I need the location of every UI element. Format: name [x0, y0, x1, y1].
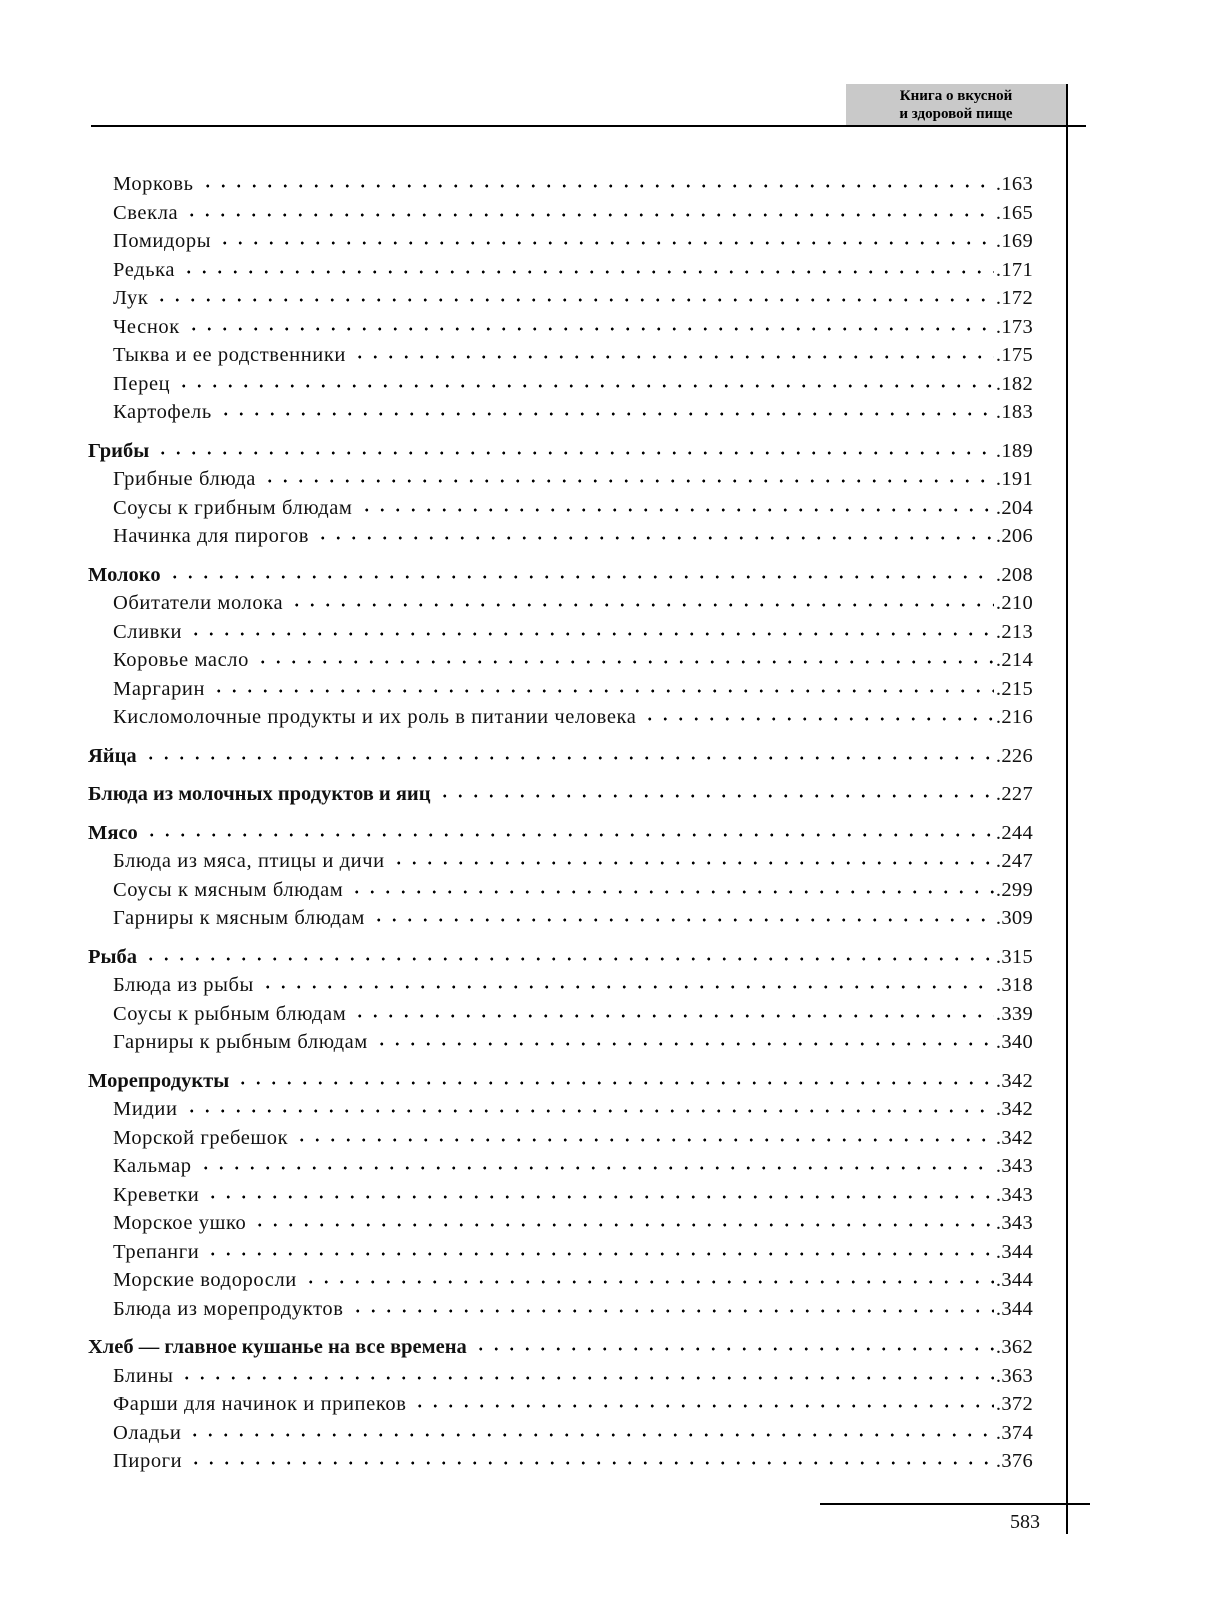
- dot-leader: [359, 506, 994, 514]
- dot-leader: [260, 983, 994, 991]
- toc-entry: [88, 1422, 1033, 1451]
- toc-entry-page: .172: [995, 287, 1033, 309]
- dot-leader: [184, 211, 994, 219]
- dot-leader: [371, 916, 994, 924]
- dot-leader: [181, 268, 994, 276]
- toc-entry-title: Грибы: [88, 439, 150, 462]
- dot-leader: [205, 1193, 994, 1201]
- toc-entry-page: .363: [995, 1364, 1033, 1387]
- dot-leader: [255, 658, 994, 666]
- dot-leader: [235, 1079, 994, 1087]
- toc-entry-title: Морковь: [113, 173, 194, 195]
- toc-entry: [88, 850, 1033, 879]
- toc-entry-page: .163: [995, 173, 1033, 195]
- dot-leader: [205, 1250, 994, 1258]
- dot-leader: [154, 296, 994, 304]
- toc-entry: [88, 1127, 1033, 1156]
- toc-entry: [88, 287, 1033, 316]
- toc-entry-title: Обитатели молока: [113, 592, 284, 614]
- toc-entry-title: Гарниры к мясным блюдам: [113, 907, 365, 929]
- running-header-line-2: и здоровой пище: [899, 106, 1013, 122]
- toc-entry: [88, 1031, 1033, 1060]
- dot-leader: [188, 1459, 994, 1467]
- toc-entry: [88, 344, 1033, 373]
- toc-entry-title: Лук: [113, 287, 149, 309]
- toc-entry: [88, 202, 1033, 231]
- running-header: [846, 84, 1066, 126]
- toc-entry-title: Блюда из мяса, птицы и дичи: [113, 850, 385, 872]
- toc-section: [88, 822, 1033, 936]
- toc-section: [88, 783, 1033, 812]
- dot-leader: [198, 1164, 994, 1172]
- toc-section-heading: [88, 822, 1033, 851]
- toc-section: [88, 1070, 1033, 1327]
- toc-entry: [88, 1269, 1033, 1298]
- toc-entry-title: Трепанги: [113, 1240, 200, 1263]
- toc-section: [88, 564, 1033, 735]
- toc-entry: [88, 259, 1033, 288]
- toc-entry-page: .340: [995, 1031, 1033, 1053]
- toc-entry: [88, 1098, 1033, 1127]
- toc-entry-title: Гарниры к рыбным блюдам: [113, 1031, 368, 1053]
- toc-entry: [88, 373, 1033, 402]
- toc-entry-title: Мидии: [113, 1098, 178, 1120]
- dot-leader: [155, 449, 994, 457]
- toc-entry-page: .208: [995, 563, 1033, 586]
- toc-entry-title: Помидоры: [113, 230, 212, 252]
- toc-entry: [88, 1393, 1033, 1422]
- toc-entry-title: Соусы к мясным блюдам: [113, 878, 344, 901]
- dot-leader: [262, 477, 994, 485]
- toc-entry-page: .183: [995, 401, 1033, 423]
- toc-entry-page: .342: [995, 1126, 1033, 1149]
- toc-entry-title: Блюда из рыбы: [113, 974, 254, 996]
- toc-entry-title: Морские водоросли: [113, 1269, 297, 1291]
- toc-entry-page: .173: [995, 315, 1033, 338]
- margin-rule: [1066, 84, 1068, 1534]
- toc-entry-title: Мясо: [88, 821, 138, 844]
- toc-entry-title: Яйца: [88, 744, 137, 767]
- footer-rule: [820, 1503, 1090, 1505]
- dot-leader: [184, 1107, 994, 1115]
- toc-entry-title: Блюда из молочных продуктов и яиц: [88, 783, 431, 805]
- toc-entry-title: Соусы к рыбным блюдам: [113, 1002, 347, 1025]
- toc-entry-title: Картофель: [113, 401, 212, 423]
- toc-entry-page: .362: [995, 1336, 1033, 1358]
- toc-entry-title: Чеснок: [113, 315, 180, 338]
- toc-entry-page: .169: [995, 230, 1033, 252]
- toc-entry-page: .343: [995, 1212, 1033, 1234]
- toc-section-heading: [88, 440, 1033, 469]
- toc-entry-title: Креветки: [113, 1183, 200, 1206]
- toc-entry-page: .376: [995, 1450, 1033, 1472]
- toc-entry-title: Маргарин: [113, 677, 206, 700]
- toc-entry-page: .165: [995, 201, 1033, 224]
- toc-entry-page: .244: [995, 821, 1033, 844]
- toc-entry-page: .342: [995, 1098, 1033, 1120]
- dot-leader: [352, 353, 994, 361]
- toc-entry: [88, 1298, 1033, 1327]
- toc-entry: [88, 649, 1033, 678]
- toc-entry: [88, 621, 1033, 650]
- toc-entry-title: Начинка для пирогов: [113, 525, 310, 547]
- toc-entry-title: Кисломолочные продукты и их роль в питании человека: [113, 706, 637, 728]
- toc-entry-page: .344: [995, 1240, 1033, 1263]
- toc-entry: [88, 173, 1033, 202]
- toc-entry-title: Сливки: [113, 620, 183, 643]
- toc-entry-page: .247: [995, 850, 1033, 872]
- toc-entry-page: .175: [995, 344, 1033, 366]
- toc-entry: [88, 230, 1033, 259]
- toc-section: [88, 440, 1033, 554]
- toc-entry: [88, 974, 1033, 1003]
- toc-entry-title: Блины: [113, 1364, 174, 1387]
- toc-entry: [88, 706, 1033, 735]
- toc-entry: [88, 401, 1033, 430]
- toc-entry-page: .315: [995, 945, 1033, 968]
- toc-entry-title: Свекла: [113, 201, 179, 224]
- dot-leader: [294, 1136, 994, 1144]
- page-number: 583: [1010, 1511, 1040, 1533]
- toc-entry-page: .344: [995, 1297, 1033, 1320]
- dot-leader: [352, 1012, 994, 1020]
- dot-leader: [200, 182, 994, 190]
- toc-entry-title: Кальмар: [113, 1155, 192, 1177]
- toc-entry-page: .214: [995, 649, 1033, 671]
- dot-leader: [289, 601, 994, 609]
- toc-entry-page: .342: [995, 1069, 1033, 1092]
- dot-leader: [167, 573, 994, 581]
- toc-entry-title: Молоко: [88, 563, 161, 586]
- toc-entry-title: Редька: [113, 258, 176, 281]
- dot-leader: [391, 859, 994, 867]
- toc-entry-page: .204: [995, 496, 1033, 519]
- dot-leader: [218, 410, 994, 418]
- toc-section: [88, 946, 1033, 1060]
- toc-entry-title: Блюда из морепродуктов: [113, 1297, 344, 1320]
- toc-entry: [88, 1212, 1033, 1241]
- dot-leader: [144, 831, 994, 839]
- toc-entry-title: Рыба: [88, 945, 138, 968]
- dot-leader: [642, 715, 993, 723]
- toc-entry: [88, 1003, 1033, 1032]
- running-header-line-1: Книга о вкусной: [899, 88, 1013, 104]
- dot-leader: [315, 534, 994, 542]
- toc-entry-page: .309: [995, 907, 1033, 929]
- toc-entry-page: .299: [995, 878, 1033, 901]
- dot-leader: [211, 687, 994, 695]
- toc-entry-page: .374: [995, 1421, 1033, 1444]
- toc-entry-title: Коровье масло: [113, 649, 249, 671]
- dot-leader: [437, 792, 994, 800]
- toc-entry-title: Оладьи: [113, 1421, 182, 1444]
- toc-entry-page: .226: [995, 744, 1033, 767]
- toc-entry-page: .318: [995, 974, 1033, 996]
- toc-entry: [88, 1241, 1033, 1270]
- toc-entry-title: Грибные блюда: [113, 468, 256, 490]
- toc-entry: [88, 1155, 1033, 1184]
- toc-entry: [88, 468, 1033, 497]
- toc-entry: [88, 678, 1033, 707]
- dot-leader: [176, 382, 994, 390]
- toc-entry-title: Морской гребешок: [113, 1126, 289, 1149]
- toc-entry: [88, 592, 1033, 621]
- toc-entry-page: .206: [995, 525, 1033, 547]
- toc-section-heading: [88, 564, 1033, 593]
- dot-leader: [179, 1374, 993, 1382]
- toc-section-heading: [88, 946, 1033, 975]
- toc-entry-page: .227: [995, 783, 1033, 805]
- toc-entry: [88, 497, 1033, 526]
- toc-entry-title: Фарши для начинок и припеков: [113, 1393, 407, 1415]
- toc-entry-page: .339: [995, 1002, 1033, 1025]
- table-of-contents: [88, 173, 1033, 1489]
- toc-section: [88, 745, 1033, 774]
- dot-leader: [350, 1307, 994, 1315]
- toc-entry-title: Пироги: [113, 1450, 183, 1472]
- dot-leader: [374, 1040, 994, 1048]
- toc-section: [88, 1336, 1033, 1479]
- dot-leader: [349, 888, 994, 896]
- dot-leader: [252, 1221, 994, 1229]
- toc-entry: [88, 1184, 1033, 1213]
- toc-entry-page: .216: [995, 706, 1033, 728]
- dot-leader: [303, 1278, 994, 1286]
- dot-leader: [143, 955, 994, 963]
- toc-section: [88, 173, 1033, 430]
- toc-entry: [88, 316, 1033, 345]
- toc-entry: [88, 907, 1033, 936]
- toc-entry: [88, 525, 1033, 554]
- toc-entry-page: .372: [995, 1393, 1033, 1415]
- dot-leader: [143, 754, 994, 762]
- toc-entry-page: .182: [995, 372, 1033, 395]
- toc-entry: [88, 879, 1033, 908]
- toc-entry-title: Соусы к грибным блюдам: [113, 496, 353, 519]
- toc-entry-page: .344: [995, 1269, 1033, 1291]
- toc-entry-title: Перец: [113, 372, 171, 395]
- toc-section-heading: [88, 1070, 1033, 1099]
- toc-section-heading: [88, 1336, 1033, 1365]
- dot-leader: [187, 1431, 993, 1439]
- toc-section-heading: [88, 745, 1033, 774]
- toc-entry-title: Тыква и ее родственники: [113, 344, 346, 366]
- dot-leader: [217, 239, 994, 247]
- header-rule: [91, 125, 1086, 127]
- toc-entry-page: .215: [995, 677, 1033, 700]
- toc-entry-page: .171: [995, 258, 1033, 281]
- toc-entry-page: .343: [995, 1183, 1033, 1206]
- toc-entry-title: Хлеб — главное кушанье на все времена: [88, 1336, 467, 1358]
- toc-entry-page: .210: [995, 592, 1033, 614]
- dot-leader: [473, 1345, 994, 1353]
- toc-entry: [88, 1365, 1033, 1394]
- toc-entry-title: Морское ушко: [113, 1212, 247, 1234]
- toc-section-heading: [88, 783, 1033, 812]
- toc-entry-page: .213: [995, 620, 1033, 643]
- toc-entry-page: .343: [995, 1155, 1033, 1177]
- toc-entry-page: .191: [995, 468, 1033, 490]
- dot-leader: [412, 1402, 993, 1410]
- dot-leader: [186, 325, 994, 333]
- toc-entry-title: Морепродукты: [88, 1069, 230, 1092]
- toc-entry-page: .189: [995, 439, 1033, 462]
- dot-leader: [188, 630, 994, 638]
- toc-entry: [88, 1450, 1033, 1479]
